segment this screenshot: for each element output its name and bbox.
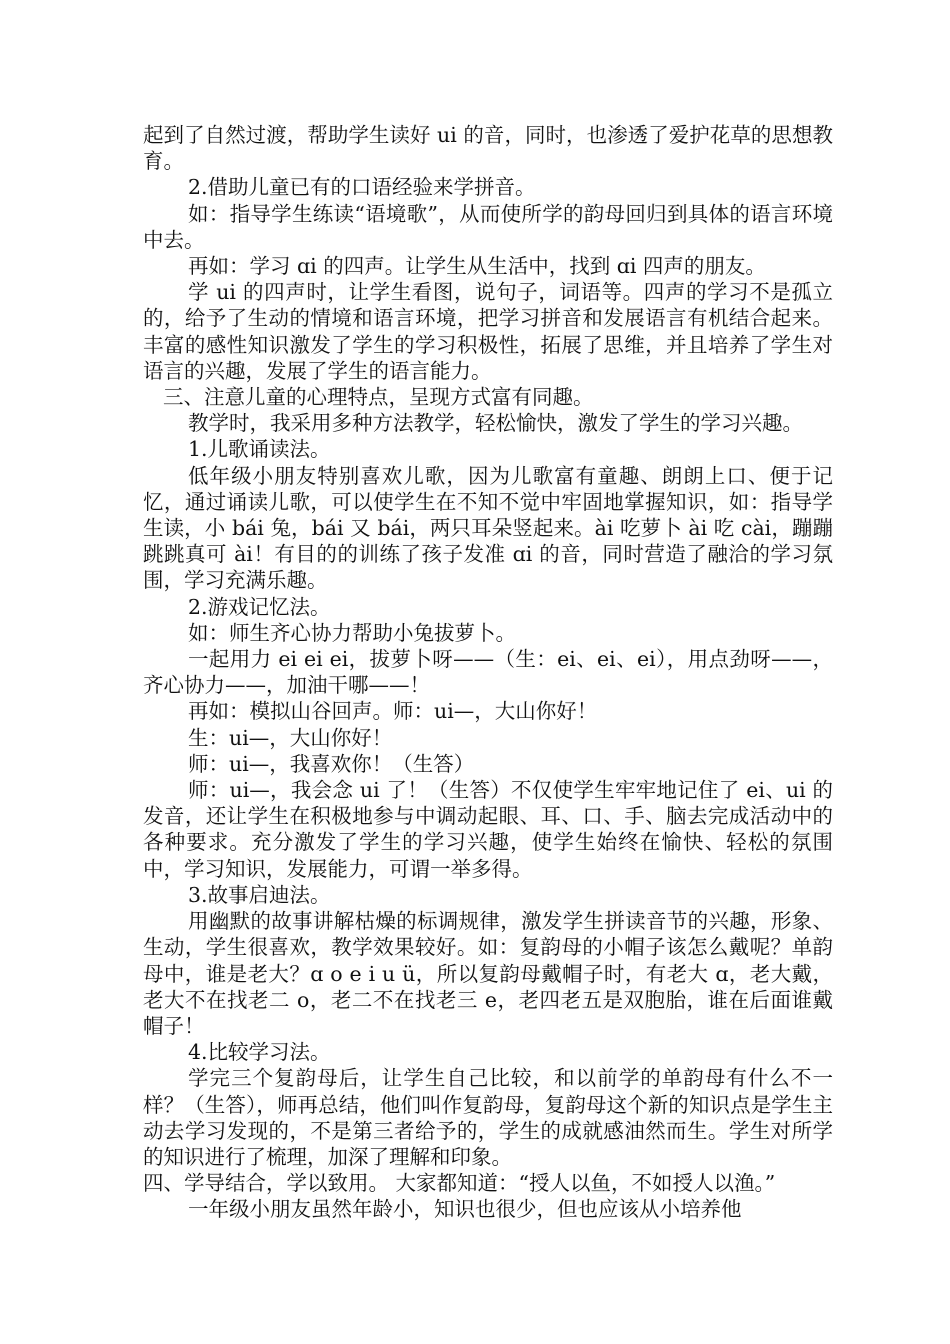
paragraph: 低年级小朋友特别喜欢儿歌，因为儿歌富有童趣、朗朗上口、便于记忆，通过诵读儿歌，可以使学生在不知不觉中牢固地掌握知识，如：指导学生读，小 bái 兔，bái 又 bái，两只耳朵竖起来。ài 吃萝卜 ài 吃 cài，蹦蹦跳跳真可 ài！有目的的训练了孩子发准 ɑi 的音，同时营造了融洽的学习氛围，学习充满乐趣。	[143, 463, 833, 593]
paragraph: 再如：学习 ɑi 的四声。让学生从生活中，找到 ɑi 四声的朋友。	[188, 254, 766, 279]
paragraph: 起到了自然过渡，帮助学生读好 ui 的音，同时，也渗透了爱护花草的思想教育。	[143, 123, 833, 174]
paragraph: 再如：模拟山谷回声。师：ui—，大山你好！	[188, 699, 598, 724]
paragraph: 4.比较学习法。	[188, 1040, 331, 1065]
paragraph: 师：ui—，我喜欢你！（生答）	[188, 751, 475, 776]
paragraph: 师：ui—，我会念 ui 了！（生答）不仅使学生牢牢地记住了 ei、ui 的发音，还让学生在积极地参与中调动起眼、耳、口、手、脑去完成活动中的各种要求。充分激发了学生的学习兴趣，使学生始终在愉快、轻松的氛围中，学习知识，发展能力，可谓一举多得。	[143, 778, 833, 881]
body-text	[143, 122, 833, 1223]
paragraph: 学 ui 的四声时，让学生看图，说句子，词语等。四声的学习不是孤立的，给予了生动的情境和语言环境，把学习拼音和发展语言有机结合起来。丰富的感性知识激发了学生的学习积极性，拓展了思维，并且培养了学生对语言的兴趣，发展了学生的语言能力。	[143, 280, 833, 383]
paragraph: 一起用力 ei ei ei，拔萝卜呀——（生：ei、ei、ei），用点劲呀——，齐心协力——，加油干哪——！	[143, 647, 833, 698]
paragraph: 3.故事启迪法。	[188, 882, 331, 907]
paragraph: 如：指导学生练读“语境歌”，从而使所学的韵母回归到具体的语言环境中去。	[143, 201, 833, 252]
paragraph: 生：ui—，大山你好！	[188, 725, 393, 750]
paragraph: 学完三个复韵母后，让学生自己比较，和以前学的单韵母有什么不一样？（生答），师再总结，他们叫作复韵母，复韵母这个新的知识点是学生主动去学习发现的，不是第三者给予的，学生的成就感油然而生。学生对所学的知识进行了梳理，加深了理解和印象。	[143, 1066, 833, 1169]
section-heading: 三、注意儿童的心理特点，呈现方式富有同趣。	[163, 385, 594, 410]
section-heading: 四、学导结合，学以致用。 大家都知道：“授人以鱼，不如授人以渔。”	[143, 1171, 776, 1196]
paragraph: 1.儿歌诵读法。	[188, 437, 331, 462]
paragraph: 一年级小朋友虽然年龄小，知识也很少，但也应该从小培养他	[188, 1197, 742, 1222]
paragraph: 用幽默的故事讲解枯燥的标调规律，激发学生拼读音节的兴趣，形象、生动，学生很喜欢，教学效果较好。如：复韵母的小帽子该怎么戴呢？单韵母中，谁是老大？ɑ o e i u ü，所以复韵母戴帽子时，有老大 ɑ，老大戴，老大不在找老二 o，老二不在找老三 e，老四老五是双胞胎，谁在后面谁戴帽子！	[143, 909, 833, 1038]
paragraph: 2.借助儿童已有的口语经验来学拼音。	[188, 175, 536, 200]
paragraph: 教学时，我采用多种方法教学，轻松愉快，激发了学生的学习兴趣。	[188, 411, 803, 436]
paragraph: 如：师生齐心协力帮助小兔拔萝卜。	[188, 620, 516, 645]
paragraph: 2.游戏记忆法。	[188, 594, 331, 619]
